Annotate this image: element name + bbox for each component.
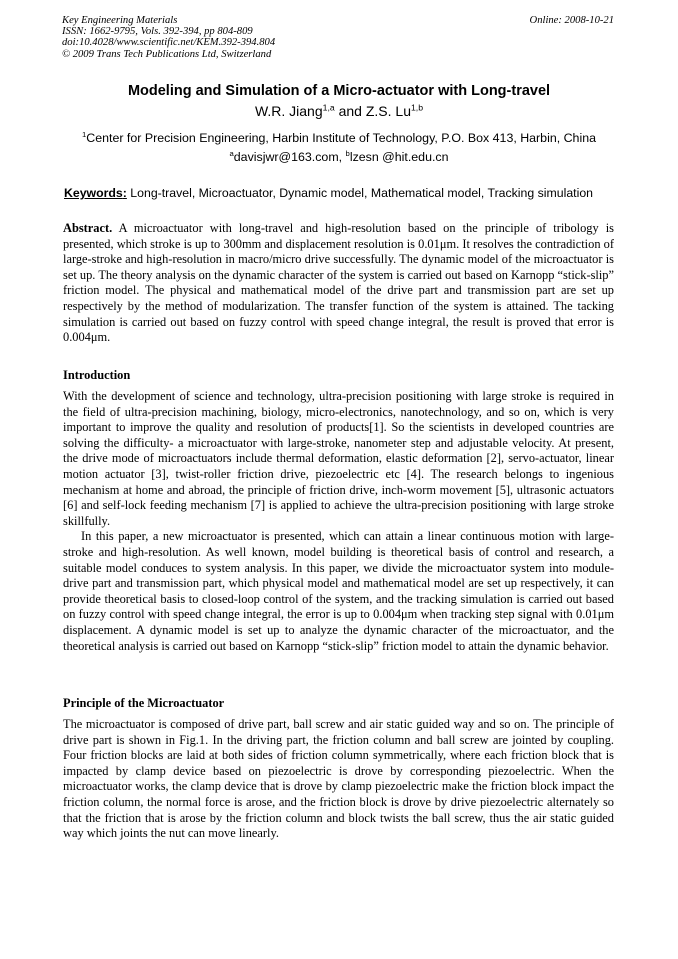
doi-line: doi:10.4028/www.scientific.net/KEM.392-394.804 (62, 37, 276, 49)
online-date: Online: 2008-10-21 (529, 15, 614, 26)
author-affiliation-mark: 1,a (322, 102, 335, 113)
paragraph: With the development of science and technology, ultra-precision positioning with large stroke is required in the field of ultra-precision machining, biology, micro-electronics, nanotechnology, and so on, which is very important to improve the quality and resolution of products[1]. So the scientists in developed countries are solving the difficulty- a microactuator with large-stroke, nanometer step and adjustable velocity. At present, the drive mode of microactuators include thermal deformation, elastic deformation [2], servo-actuator, linear motion actuator [3], twist-roller friction drive, piezoelectric etc [4]. The research belongs to ingenious mechanism at home and abroad, the principle of friction drive, inch-worm movement [5], ultrasonic actuators [6] and self-lock feeding mechanism [7] is applied to achieve the ultra-precision positioning with large stroke skillfully. (63, 389, 614, 528)
journal-header (62, 15, 614, 60)
author-line (0, 103, 678, 119)
keywords-colon: : (122, 186, 127, 200)
abstract (63, 221, 614, 346)
journal-name: Key Engineering Materials (62, 15, 178, 26)
email-mark: a (229, 148, 234, 158)
email-address: davisjwr@163.com, (233, 150, 346, 164)
affiliation-mark: 1 (82, 129, 87, 139)
author-conjunction: and (334, 103, 366, 119)
affiliation (0, 131, 678, 145)
keywords-text: Long-travel, Microactuator, Dynamic model, Mathematical model, Tracking simulation (126, 186, 593, 200)
principle-section (63, 717, 614, 842)
paragraph: The microactuator is composed of drive part, ball screw and air static guided way and so on. The principle of drive part is shown in Fig.1. In the driving part, the friction column and ball screw are jointed by coupling. Four friction blocks are laid at both sides of friction column symmetrically, where each friction block that is impacted by clamp device based on piezoelectric is drove by corresponding piezoelectric. When the microactuator works, the clamp device that is drove by clamp piezoelectric make the friction block impact the friction column, the normal force is arose, and the friction block is drove by drive piezoelectric alternately so that the friction that is arose by the friction column and block twists the ball screw, thus the air static guided way which joints the nut can move linearly. (63, 717, 614, 841)
paper-title: Modeling and Simulation of a Micro-actuator with Long-travel (127, 83, 551, 99)
paragraph: In this paper, a new microactuator is presented, which can attain a linear continuous motion with large-stroke and high-resolution. As well known, model building is theoretical basis of control and research, a suitable model conduces to system analysis. In this paper, we divide the microactuator system into module-drive part and transmission part, which physical model and mathematical model are set up respectively, it can provide theoretical basis to closed-loop control of the system, and the tracking simulation is carried out based on fuzzy control with speed change integral, the error is up to 0.004μm when tracking step signal with 0.01μm displacement. A dynamic model is set up to analyze the dynamic character of the microactuator, and the theoretical analysis is carried out based on Karnopp “stick-slip” friction model to attain the dynamic behavior. (63, 529, 614, 653)
author-affiliation-mark: 1,b (410, 102, 424, 113)
copyright-line: © 2009 Trans Tech Publications Ltd, Switzerland (62, 48, 272, 60)
introduction-section (63, 389, 614, 654)
author-name: Z.S. Lu (365, 103, 411, 119)
abstract-label: Abstract. (63, 221, 113, 235)
author-name: W.R. Jiang (254, 103, 323, 119)
issn-line: ISSN: 1662-9795, Vols. 392-394, pp 804-809 (62, 26, 253, 38)
section-heading-principle: Principle of the Microactuator (63, 696, 225, 710)
author-emails (0, 150, 678, 164)
abstract-text: A microactuator with long-travel and high-resolution based on the principle of tribology is presented, which stroke is up to 300mm and displacement resolution is 0.01μm. It resolves the contradiction of large-stroke and high-resolution in macro/micro drive successfully. The dynamic model of the microactuator is set up. The theory analysis on the dynamic character of the system is carried out based on Karnopp “stick-slip” friction model. The physical and mathematical model of the drive part and transmission part are set up respectively by the method of modularization. The transfer function of the system is attained. The tacking simulation is carried out based on fuzzy control with speed change integral, the result is proved that error is 0.004μm. (63, 221, 614, 345)
section-heading-introduction: Introduction (63, 368, 131, 382)
keywords-label: Keywords (64, 186, 123, 200)
affiliation-text: Center for Precision Engineering, Harbin Institute of Technology, P.O. Box 413, Harbin, China (86, 131, 596, 145)
keywords-line (64, 186, 624, 200)
email-address: lzesn @hit.edu.cn (349, 150, 449, 164)
email-mark: b (345, 148, 350, 158)
